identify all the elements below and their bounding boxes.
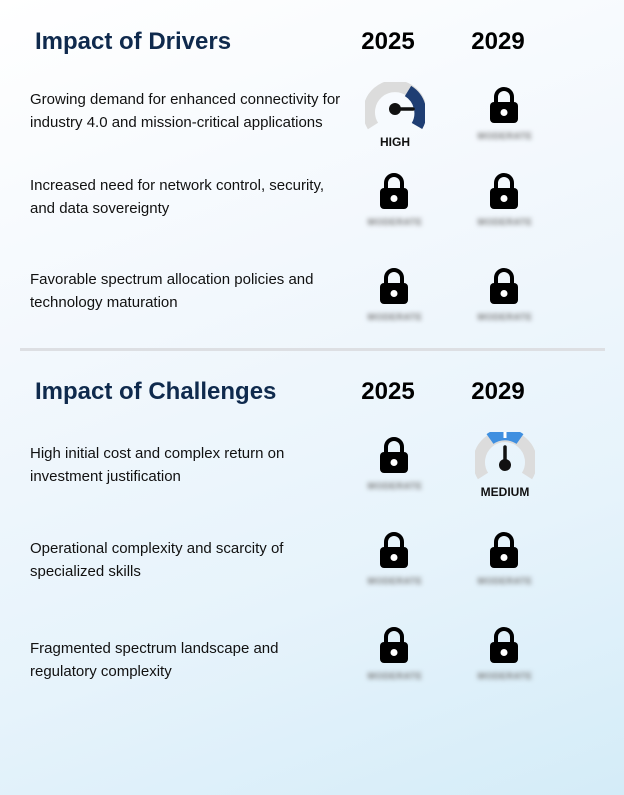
challenge-locked-2025 — [340, 622, 450, 702]
blurred-level: MODERATE — [477, 312, 533, 322]
drivers-year-2029: 2029 — [471, 28, 525, 55]
lock-icon — [489, 627, 519, 663]
challenge-gauge-2029 — [450, 432, 560, 512]
blurred-level: MODERATE — [367, 576, 423, 586]
lock-icon — [379, 173, 409, 209]
challenge-text: High initial cost and complex return on investment justification — [30, 445, 285, 485]
driver-locked-2029 — [450, 263, 560, 343]
blurred-level: MODERATE — [477, 131, 533, 141]
challenge-locked-2025 — [340, 527, 450, 607]
blurred-level: MODERATE — [367, 312, 423, 322]
challenge-row — [0, 527, 624, 607]
section-divider — [20, 348, 605, 351]
lock-icon — [489, 532, 519, 568]
driver-text: Growing demand for enhanced connectivity for industry 4.0 and mission-critical applications — [30, 91, 341, 131]
blurred-level: MODERATE — [477, 671, 533, 681]
lock-icon — [379, 437, 409, 473]
blurred-level: MODERATE — [367, 481, 423, 491]
driver-gauge-2025 — [340, 82, 450, 162]
driver-row — [0, 82, 624, 162]
drivers-title: Impact of Drivers — [35, 28, 232, 55]
gauge-high-icon — [365, 82, 425, 130]
challenge-text: Operational complexity and scarcity of specialized skills — [30, 540, 284, 580]
drivers-year-2025: 2025 — [361, 28, 415, 55]
challenges-title: Impact of Challenges — [35, 378, 277, 405]
driver-locked-2025 — [340, 263, 450, 343]
driver-row — [0, 168, 624, 248]
blurred-level: MODERATE — [367, 217, 423, 227]
blurred-level: MODERATE — [367, 671, 423, 681]
challenge-text: Fragmented spectrum landscape and regulatory complexity — [30, 640, 279, 680]
blurred-level: MODERATE — [477, 576, 533, 586]
blurred-level: MODERATE — [477, 217, 533, 227]
lock-icon — [379, 268, 409, 304]
lock-icon — [379, 532, 409, 568]
driver-locked-2029 — [450, 168, 560, 248]
gauge-level-label: MEDIUM — [480, 485, 530, 499]
challenge-row — [0, 432, 624, 512]
driver-text: Favorable spectrum allocation policies and technology maturation — [30, 271, 314, 311]
lock-icon — [489, 268, 519, 304]
gauge-level-label: HIGH — [380, 135, 410, 149]
driver-text: Increased need for network control, security, and data sovereignty — [30, 177, 325, 217]
challenge-locked-2029 — [450, 622, 560, 702]
challenges-year-2029: 2029 — [471, 378, 525, 405]
lock-icon — [489, 173, 519, 209]
challenge-locked-2029 — [450, 527, 560, 607]
lock-icon — [489, 87, 519, 123]
driver-locked-2029 — [450, 82, 560, 162]
challenges-year-2025: 2025 — [361, 378, 415, 405]
driver-row — [0, 263, 624, 343]
gauge-medium-icon — [475, 432, 535, 480]
driver-locked-2025 — [340, 168, 450, 248]
lock-icon — [379, 627, 409, 663]
challenge-row — [0, 622, 624, 702]
challenge-locked-2025 — [340, 432, 450, 512]
